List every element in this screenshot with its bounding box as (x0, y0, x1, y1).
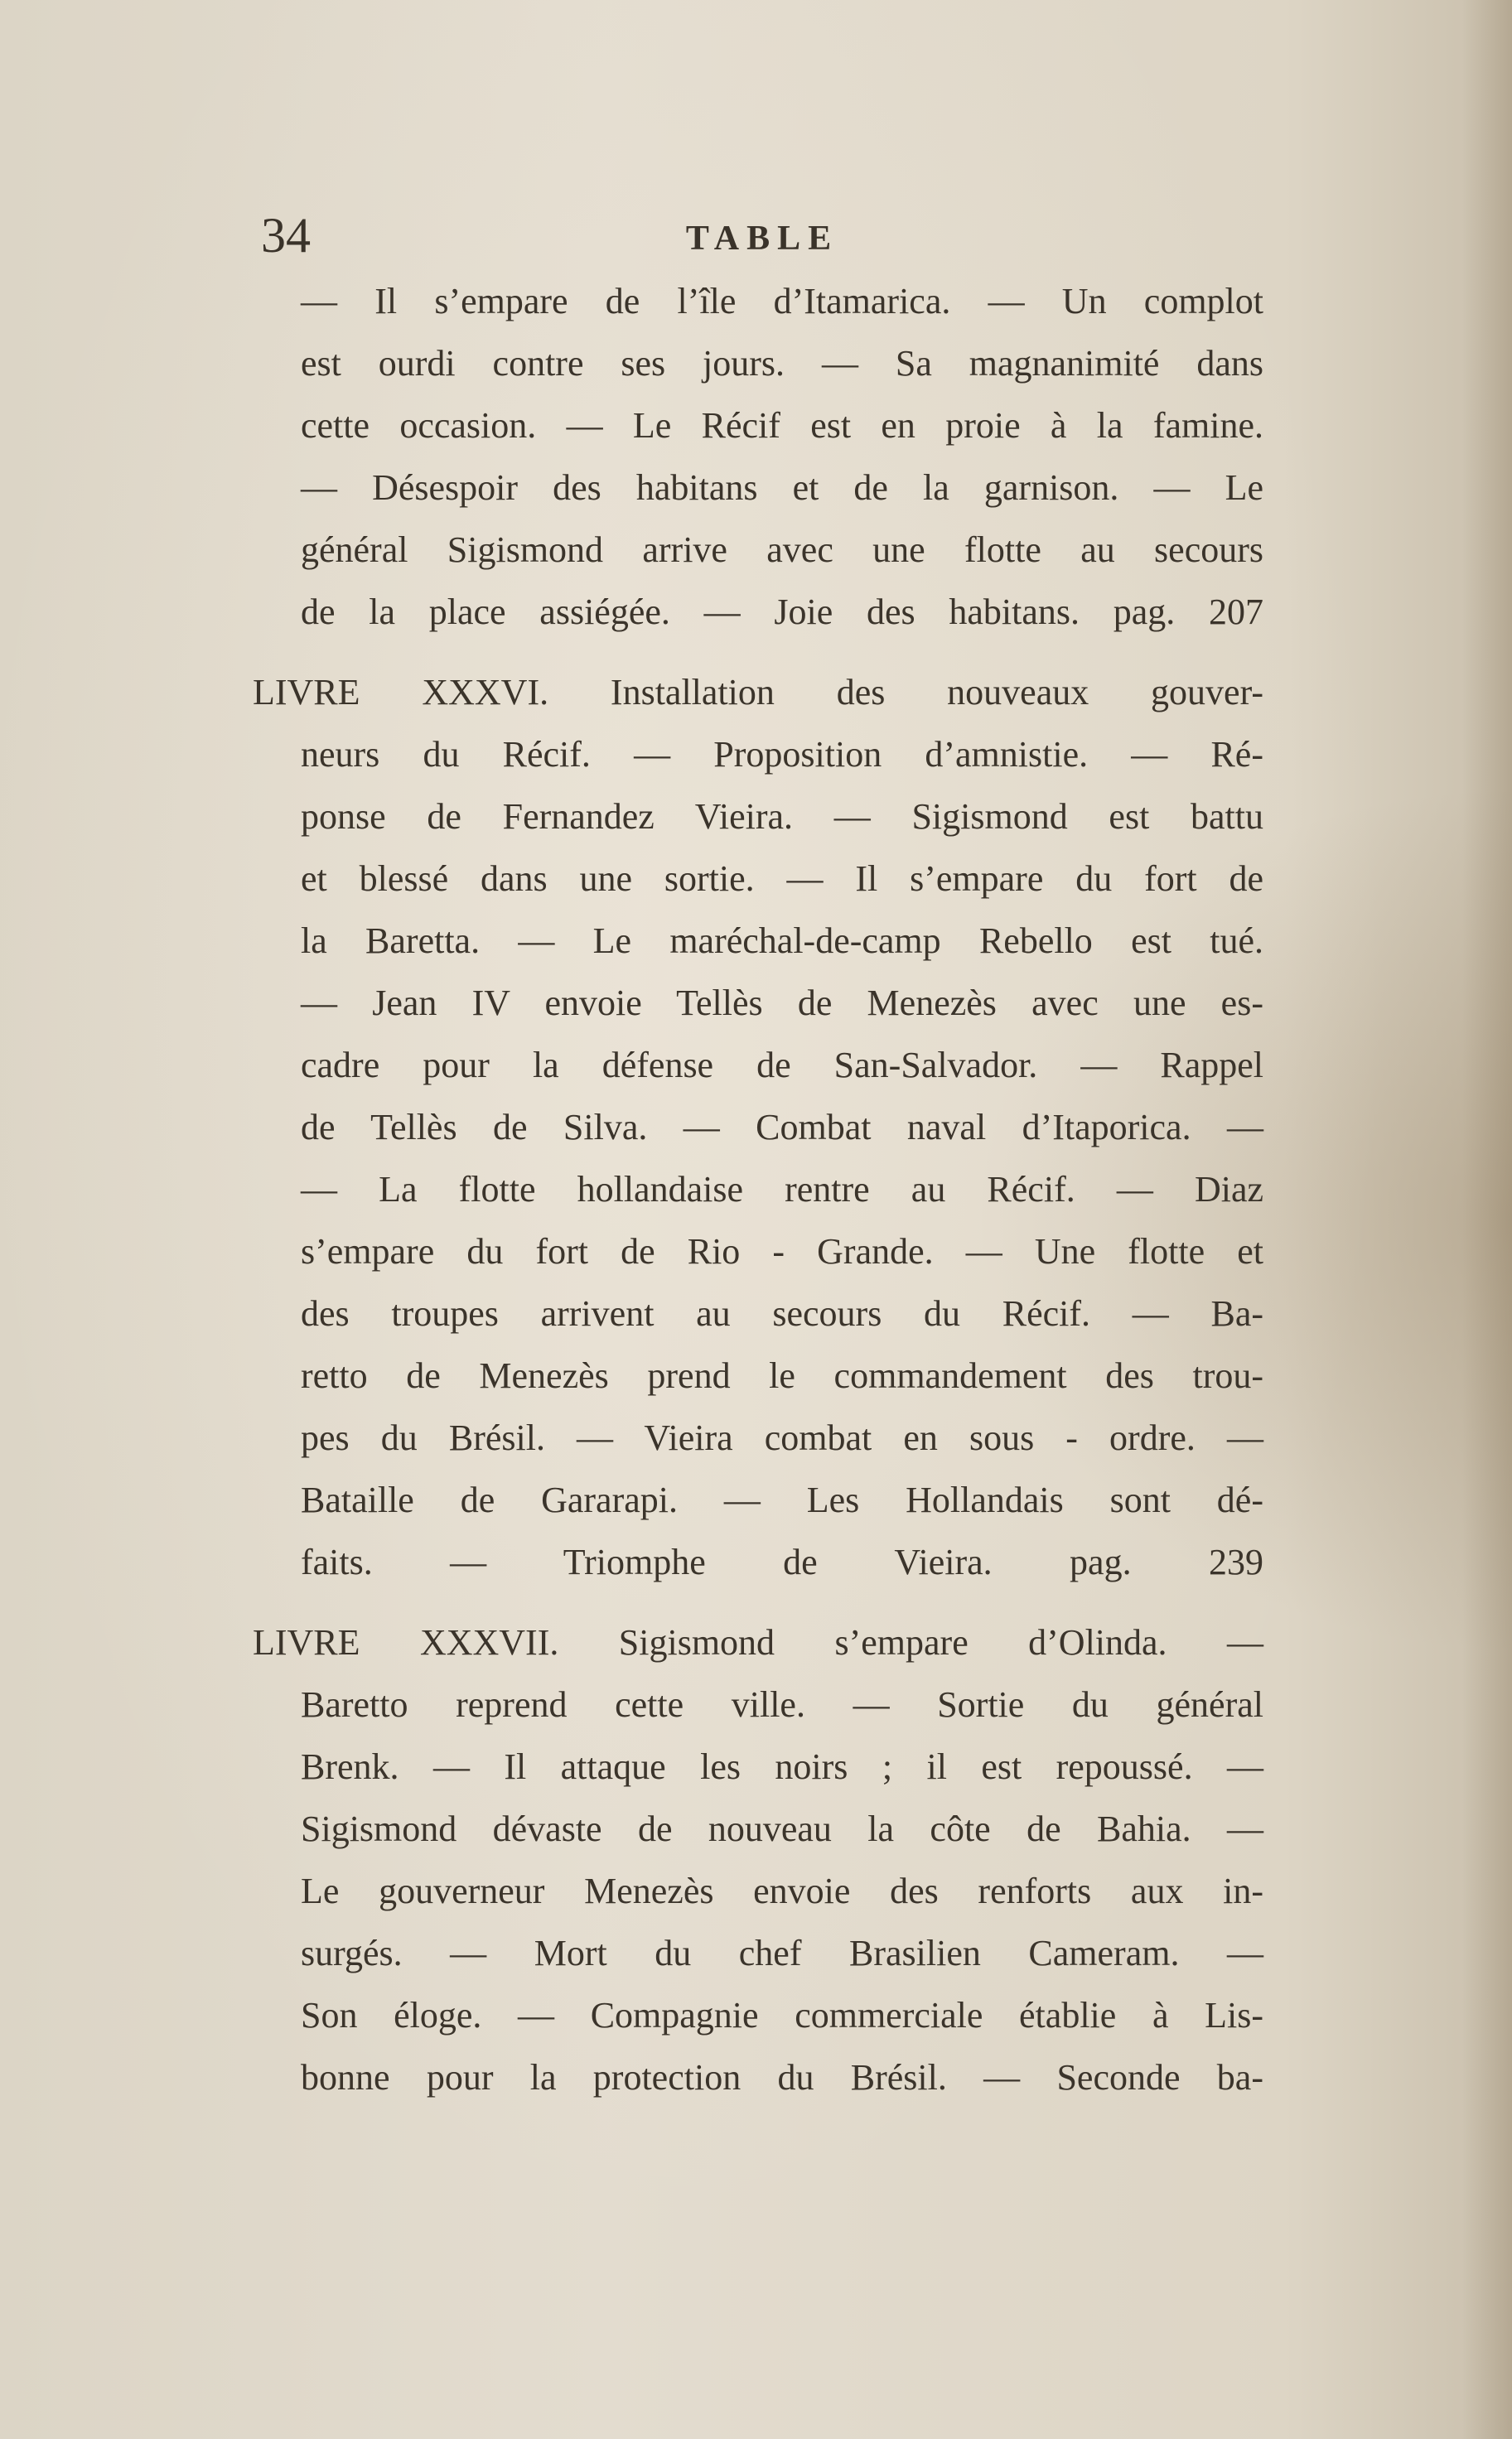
text-line: surgés. — Mort du chef Brasilien Cameram. — (301, 1933, 1263, 1973)
toc-entry-livre-xxxvi (253, 661, 1263, 1593)
text-line: neurs du Récif. — Proposition d’amnistie. — Ré- (301, 734, 1263, 775)
running-title: TABLE (685, 220, 839, 258)
table-of-contents (253, 270, 1263, 2108)
text-line: — La flotte hollandaise rentre au Récif. — Diaz (301, 1169, 1263, 1210)
text-line: retto de Menezès prend le commandement des trou- (301, 1355, 1263, 1396)
text-line: cette occasion. — Le Récif est en proie à la famine. (301, 405, 1263, 446)
text-line: et blessé dans une sortie. — Il s’empare du fort de (301, 858, 1263, 899)
text-line: général Sigismond arrive avec une flotte au secours (301, 529, 1263, 570)
text-line: Le gouverneur Menezès envoie des renforts aux in- (301, 1871, 1263, 1911)
toc-entry-continuation (253, 270, 1263, 643)
text-line: — Jean IV envoie Tellès de Menezès avec une es- (301, 983, 1263, 1023)
text-line: ponse de Fernandez Vieira. — Sigismond est battu (301, 796, 1263, 837)
text-line: est ourdi contre ses jours. — Sa magnanimité dans (301, 343, 1263, 384)
livre-heading-line: LIVRE XXXVII. Sigismond s’empare d’Olinda. — (253, 1622, 1263, 1663)
text-line: des troupes arrivent au secours du Récif. — Ba- (301, 1293, 1263, 1334)
toc-entry-livre-xxxvii (253, 1611, 1263, 2108)
text-line: — Désespoir des habitans et de la garnison. — Le (301, 467, 1263, 508)
text-line: Son éloge. — Compagnie commerciale établie à Lis- (301, 1995, 1263, 2036)
text-line: la Baretta. — Le maréchal-de-camp Rebello est tué. (301, 920, 1263, 961)
page-number: 34 (261, 208, 311, 263)
text-line: bonne pour la protection du Brésil. — Seconde ba- (301, 2057, 1263, 2098)
text-line: cadre pour la défense de San-Salvador. — Rappel (301, 1045, 1263, 1085)
text-line: Baretto reprend cette ville. — Sortie du général (301, 1684, 1263, 1725)
text-line: de Tellès de Silva. — Combat naval d’Itaporica. — (301, 1107, 1263, 1147)
text-line-with-page-ref: de la place assiégée. — Joie des habitans. pag. 207 (301, 592, 1263, 632)
text-line: s’empare du fort de Rio - Grande. — Une flotte et (301, 1231, 1263, 1272)
text-line: — Il s’empare de l’île d’Itamarica. — Un complot (301, 281, 1263, 321)
text-line-with-page-ref: faits. — Triomphe de Vieira. pag. 239 (301, 1542, 1263, 1582)
livre-heading-line: LIVRE XXXVI. Installation des nouveaux gouver- (253, 672, 1263, 712)
page-header (261, 207, 1263, 265)
text-line: pes du Brésil. — Vieira combat en sous - ordre. — (301, 1418, 1263, 1458)
text-line: Brenk. — Il attaque les noirs ; il est repoussé. — (301, 1746, 1263, 1787)
text-line: Bataille de Gararapi. — Les Hollandais sont dé- (301, 1480, 1263, 1520)
text-line: Sigismond dévaste de nouveau la côte de Bahia. — (301, 1809, 1263, 1849)
